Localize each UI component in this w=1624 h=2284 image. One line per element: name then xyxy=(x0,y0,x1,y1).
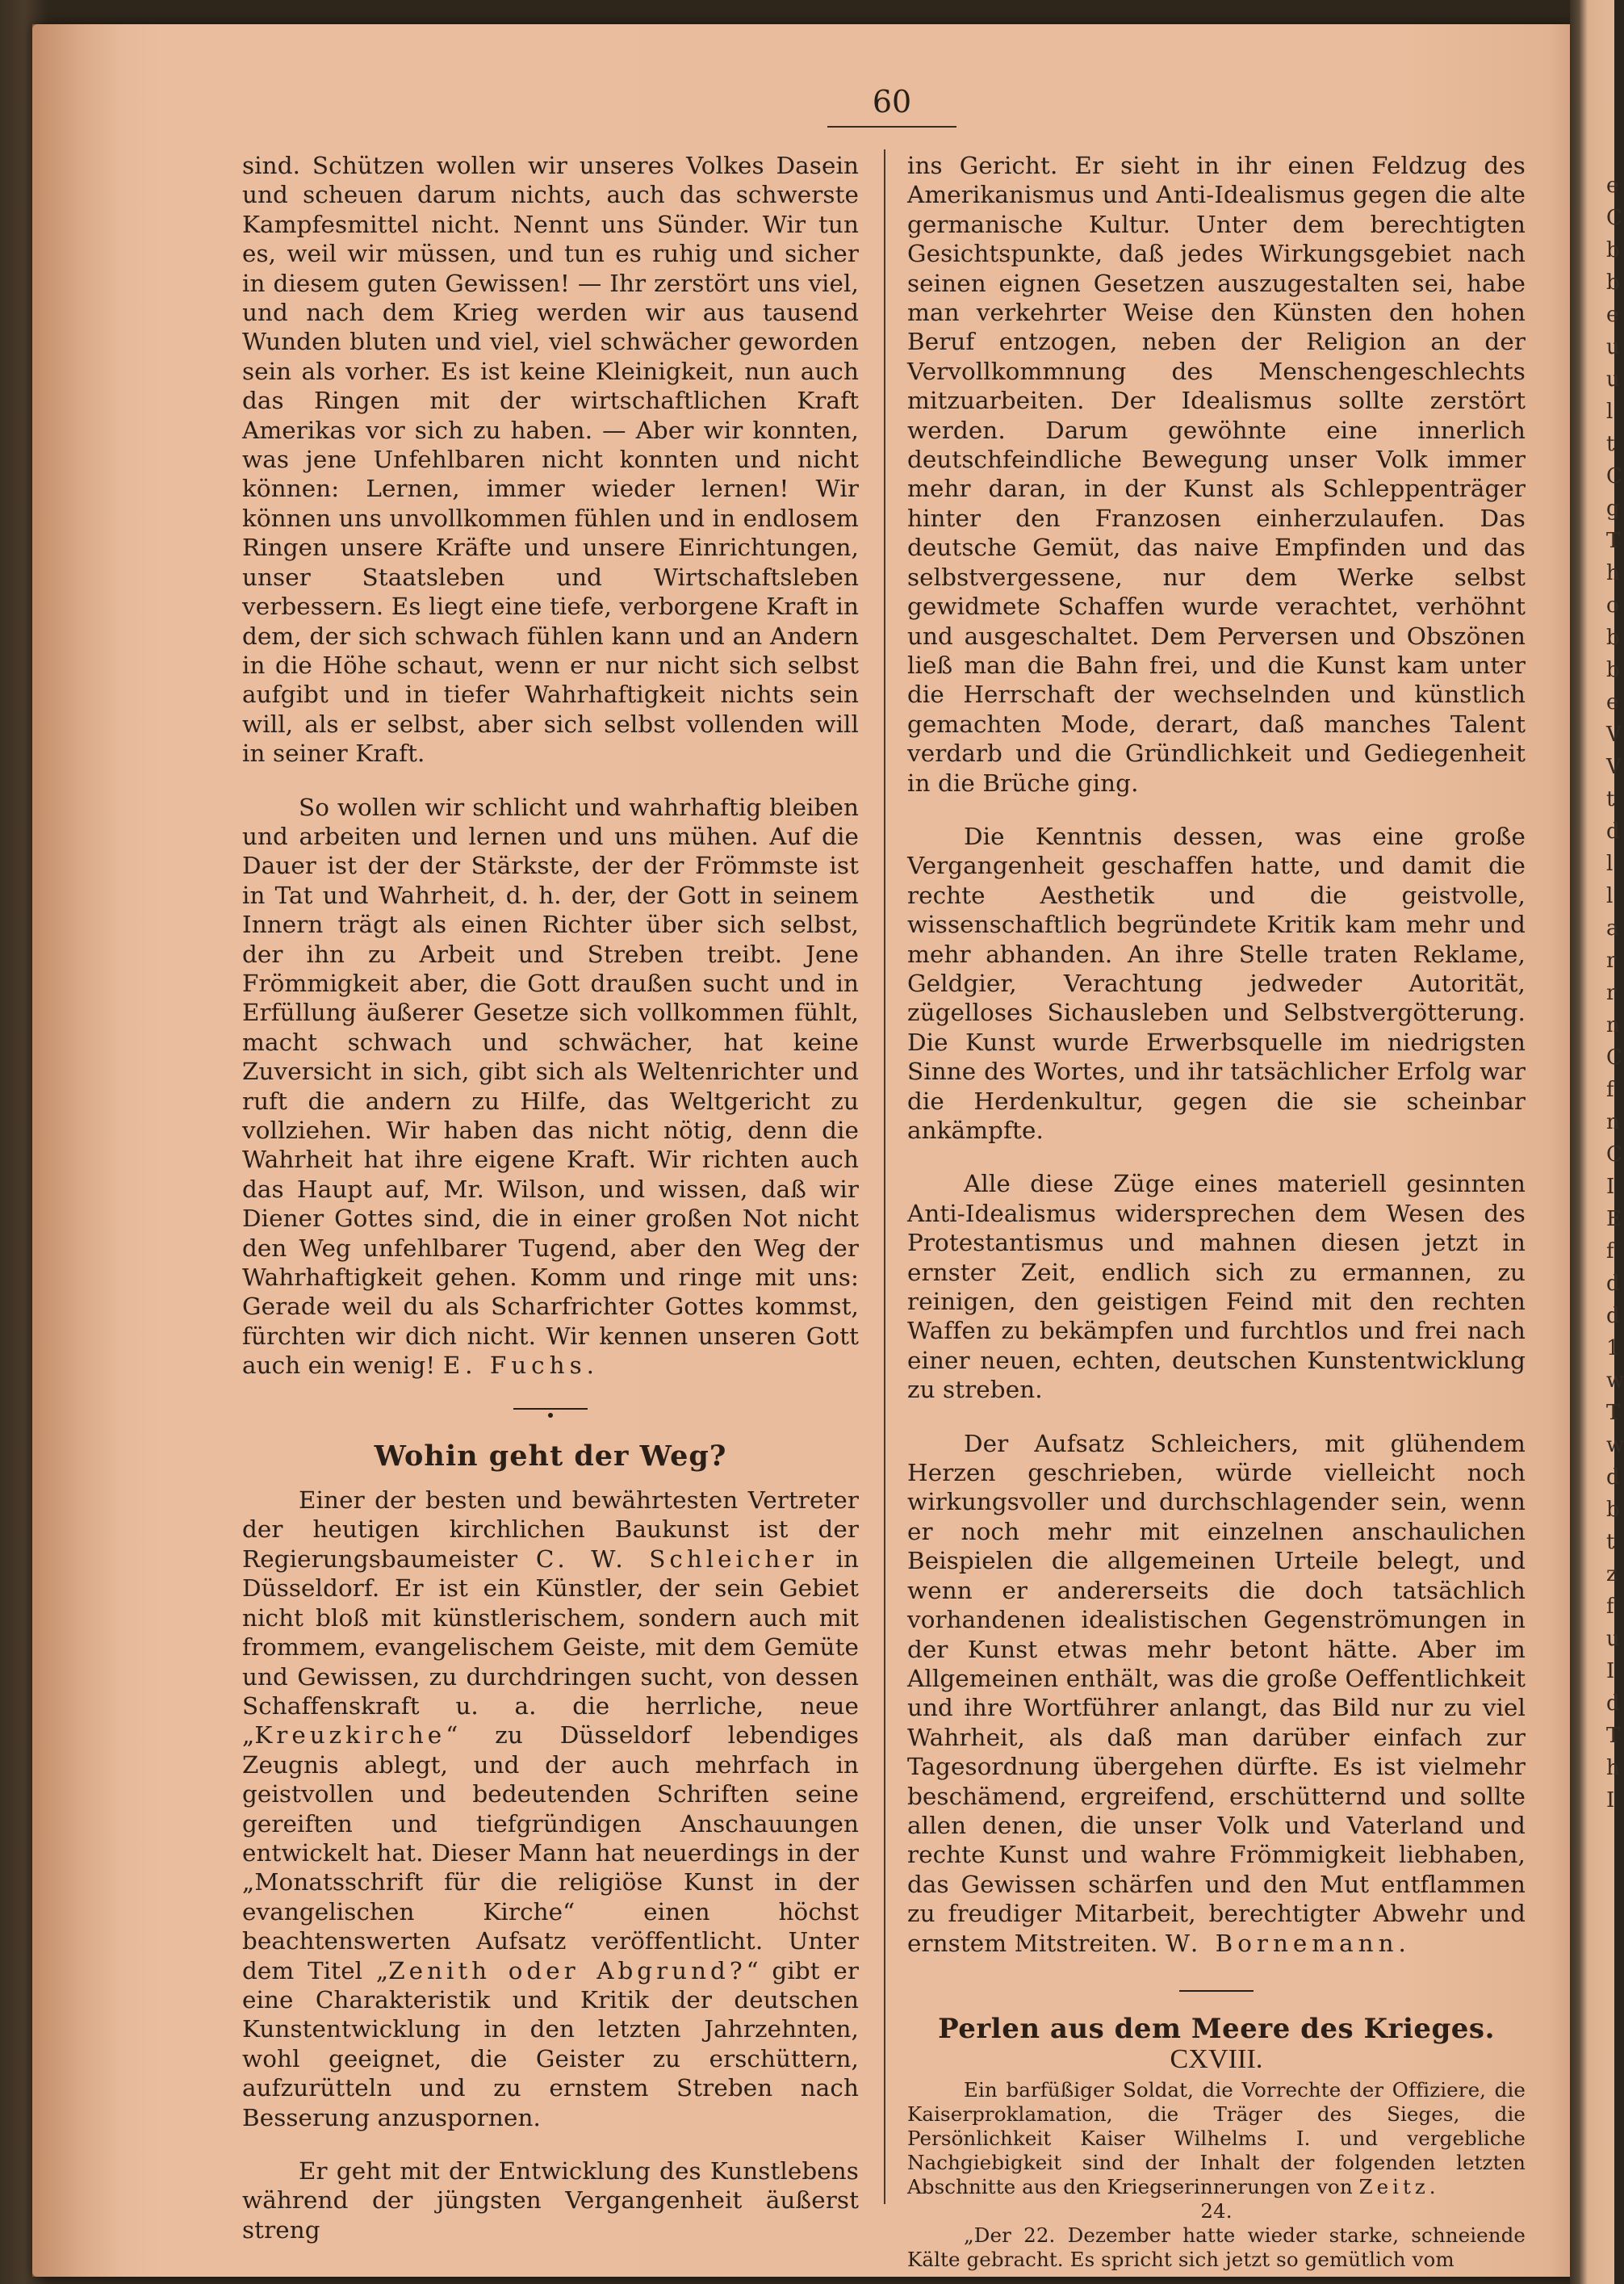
next-page-letter: u xyxy=(1606,367,1620,392)
author-zeitz: Zeitz. xyxy=(1358,2174,1440,2198)
next-page-letter: I xyxy=(1606,1788,1615,1813)
left-paragraph-4: Er geht mit der Entwicklung des Kunstlebens während der jüngsten Vergangenheit äußerst streng xyxy=(242,2157,859,2244)
next-page-letter: C xyxy=(1606,1142,1622,1167)
next-page-letter: T xyxy=(1606,529,1621,553)
next-page-letter: b xyxy=(1606,658,1620,682)
left-paragraph-2 xyxy=(242,793,859,1381)
left-paragraph-3-b: in Düsseldorf. Er ist ein Künstler, der sein Gebiet nicht bloß mit künstlerischem, sondern auch mit frommem, evangelischem Geiste, mit dem Gemüte und Gewissen, zu durchdringen sucht, von dessen Schaffenskraft u. a. die herrliche, neue „ xyxy=(242,1544,859,1750)
right-paragraph-1: ins Gericht. Er sieht in ihr einen Feldzug des Amerikanismus und Anti-Idealismus gegen die alte germanische Kultur. Unter dem berechtigten Gesichtspunkte, daß jedes Wirkungsgebiet nach seinen eignen Gesetzen auszugestalten sei, habe man verkehrter Weise den Künsten den hohen Beruf entzogen, neben der Religion an der Vervollkommnung des Menschengeschlechts mitzuarbeiten. Der Idealismus sollte zerstört werden. Darum gewöhnte eine innerlich deutschfeindliche Bewegung unser Volk immer mehr daran, in der Kunst als Schleppenträger hinter den Franzosen einherzulaufen. Das deutsche Gemüt, das naive Empfinden und das selbstvergessene, nur dem Werke selbst gewidmete Schaffen wurde verachtet, verhöhnt und ausgeschaltet. Dem Perversen und Obszönen ließ man die Bahn frei, und die Kunst kam unter die Herrschaft der wechselnden und künstlich gemachten Mode, derart, daß manches Talent verdarb und die Gründlichkeit und Gediegenheit in die Brüche ging. xyxy=(907,152,1526,797)
next-page-letter: o xyxy=(1606,593,1619,618)
section-rule-2 xyxy=(907,1990,1526,1992)
next-page-letter: I xyxy=(1606,1175,1615,1199)
left-paragraph-3-a: Einer der besten und bewährtesten Vertreter der heutigen kirchlichen Baukunst ist der Regierungsbaumeister xyxy=(242,1486,859,1573)
left-column xyxy=(242,151,859,2244)
essay-title: Zenith oder Abgrund? xyxy=(388,1956,747,1984)
right-paragraph-3: Alle diese Züge eines materiell gesinnten Anti-Idealismus widersprechen dem Wesen des Protestantismus und mahnen diesen jetzt in ernster Zeit, endlich sich zu ermannen, zu reinigen, den geistigen Feind mit den rechten Waffen zu bekämpfen und furchtlos und frei nach einer neuen, echten, deutschen Kunstentwicklung zu streben. xyxy=(907,1170,1526,1404)
short-rule xyxy=(1179,1990,1254,1992)
next-page-letter: h xyxy=(1606,1756,1620,1780)
next-page-letter: u xyxy=(1606,335,1620,359)
church-name: Kreuzkirche xyxy=(254,1721,446,1750)
next-page-letter: 1 xyxy=(1606,1336,1620,1360)
next-page-letter: e xyxy=(1606,174,1619,198)
next-page-letter: g xyxy=(1606,497,1620,521)
next-page-letter: r xyxy=(1606,949,1617,973)
next-page-letter: C xyxy=(1606,206,1622,230)
next-page-letter: z xyxy=(1606,1562,1618,1586)
perlen-intro-text: Ein barfüßiger Soldat, die Vorrechte der Offiziere, die Kaiserproklamation, die Träger des Sieges, die Persönlichkeit Kaiser Wilhelms I. und vergebliche Nachgiebigkeit sind der Inhalt der folgenden letzten Abschnitte aus den Kriegserinnerungen von xyxy=(907,2077,1526,2198)
next-page-letter: a xyxy=(1606,916,1619,941)
next-page-letter: r xyxy=(1606,981,1617,1005)
next-page-letter: V xyxy=(1606,723,1622,747)
next-page-letters xyxy=(1606,170,1624,2188)
right-paragraph-2: Die Kenntnis dessen, was eine große Vergangenheit geschaffen hatte, und damit die rechte Aesthetik und die geistvolle, wissenschaftlich begründete Kritik kam mehr und mehr abhanden. An ihre Stelle traten Reklame, Geldgier, Verachtung jedweder Autorität, zügelloses Sichausleben und Selbstvergötterung. Die Kunst wurde Erwerbsquelle im niedrigsten Sinne des Wortes, und ihr tatsächlicher Erfolg war die Herdenkultur, gegen die sie scheinbar ankämpfte. xyxy=(907,822,1526,1144)
left-paragraph-1: sind. Schützen wollen wir unseres Volkes Dasein und scheuen darum nichts, auch das schwerste Kampfesmittel nicht. Nennt uns Sünder. Wir tun es, weil wir müssen, und tun es ruhig und sicher in diesem guten Gewissen! — Ihr zerstört uns viel, und nach dem Krieg werden wir aus tausend Wunden bluten und viel, viel schwächer geworden sein als vorher. Es ist keine Kleinigkeit, nun auch das Ringen mit der wirtschaftlichen Kraft Amerikas vor sich zu haben. — Aber wir konnten, was jene Unfehlbaren nicht konnten und nicht können: Lernen, immer wieder lernen! Wir können uns unvollkommen fühlen und in endlosem Ringen unsere Kräfte und unsere Einrichtungen, unser Staatsleben und Wirtschaftsleben verbessern. Es liegt eine tiefe, verborgene Kraft in dem, der sich schwach fühlen kann und an Andern in die Höhe schaut, wenn er nur nicht sich selbst aufgibt und in tiefer Wahrhaftigkeit nichts sein will, als er selbst, aber sich selbst vollenden will in seiner Kraft. xyxy=(242,152,859,768)
next-page-letter: d xyxy=(1606,1304,1620,1328)
next-page-letter: b xyxy=(1606,626,1620,650)
next-page-letter: d xyxy=(1606,819,1620,844)
binding-shadow xyxy=(32,24,121,2277)
next-page-letter: l xyxy=(1606,852,1614,876)
section-rule-1 xyxy=(242,1408,859,1418)
left-paragraph-3-c: “ zu Düsseldorf lebendiges Zeugnis ablegt, und der auch mehrfach in geistvollen und bedeutenden Schriften seine gereiften und tiefgründigen Anschauungen entwickelt hat. Dieser Mann hat neuerdings in der „Monatsschrift für die religiöse Kunst in der evangelischen Kirche“ einen höchst beachtenswerten Aufsatz veröffentlicht. Unter dem Titel „ xyxy=(242,1721,859,1984)
next-page-letter: d xyxy=(1606,1691,1620,1716)
next-page-letter: b xyxy=(1606,1498,1620,1522)
name-schleicher: C. W. Schleicher xyxy=(535,1544,818,1573)
rule-dot xyxy=(548,1413,553,1418)
next-page-letter: d xyxy=(1606,1272,1620,1296)
next-page-letter: t xyxy=(1606,787,1615,811)
signature-bornemann: W. Bornemann. xyxy=(1165,1929,1411,1957)
next-page-letter: f xyxy=(1606,1595,1614,1619)
next-page-letter: T xyxy=(1606,1401,1621,1425)
next-page-letter: h xyxy=(1606,561,1620,585)
perlen-quote: „Der 22. Dezember hatte wieder starke, schneiende Kälte gebracht. Es spricht sich jetzt so gemütlich vom xyxy=(907,2223,1526,2271)
next-page-letter: d xyxy=(1606,1465,1620,1490)
next-page-letter: w xyxy=(1606,1433,1624,1457)
next-page-letter: b xyxy=(1606,238,1620,262)
section-number: 24. xyxy=(1200,2198,1233,2223)
next-page-letter: f xyxy=(1606,1239,1614,1264)
right-paragraph-4 xyxy=(907,1429,1526,1958)
next-page-letter: n xyxy=(1606,1110,1620,1134)
next-page-letter: E xyxy=(1606,1207,1622,1231)
next-page-letter: f xyxy=(1606,1078,1614,1102)
next-page-letter: w xyxy=(1606,1368,1624,1393)
next-page-letter: b xyxy=(1606,270,1620,295)
left-paragraph-2-text: So wollen wir schlicht und wahrhaftig bleiben und arbeiten und lernen und uns mühen. Auf die Dauer ist der der Stärkste, der der Frömmste ist in Tat und Wahrheit, d. h. der, der Gott in seinem Innern trägt als einen Richter über sich selbst, der ihn zu Arbeit und Streben treibt. Jene Frömmigkeit aber, die Gott draußen sucht und in Erfüllung äußerer Gesetze sich vollkommen fühlt, macht schwach und schwächer, hat keine Zuversicht in sich, gibt sich als Weltenrichter und ruft die andern zu Hilfe, das Weltgericht zu vollziehen. Wir haben das nicht nötig, denn die Wahrheit hat ihre eigene Kraft. Wir richten auch das Haupt auf, Mr. Wilson, und wissen, daß wir Diener Gottes sind, die in einer großen Not nicht den Weg unfehlbarer Tugend, aber den Weg der Wahrhaftigkeit gehen. Komm und ringe mit uns: Gerade weil du als Scharfrichter Gottes kommst, fürchten wir dich nicht. Wir kennen unseren Gott auch ein wenig! xyxy=(242,793,859,1380)
left-paragraph-3 xyxy=(242,1486,859,2132)
next-page-letter: V xyxy=(1606,755,1622,779)
perlen-intro xyxy=(907,2078,1526,2199)
next-page-letter: C xyxy=(1606,464,1622,488)
next-page-letter: n xyxy=(1606,1013,1620,1037)
page-number: 60 xyxy=(872,84,912,119)
next-page-letter: T xyxy=(1606,1724,1621,1748)
next-page-letter: l xyxy=(1606,884,1614,908)
next-page-letter: t xyxy=(1606,432,1615,456)
next-page-letter: C xyxy=(1606,1046,1622,1070)
right-paragraph-4-text: Der Aufsatz Schleichers, mit glühendem Herzen geschrieben, würde vielleicht noch wirkungsvoller und durchschlagender sein, wenn er noch mehr mit einzelnen anschaulichen Beispielen die allgemeinen Urteile belegt, und wenn er andererseits die doch tatsächlich vorhandenen idealistischen Gegenströmungen in der Kunst etwas mehr betont hätte. Aber im Allgemeinen enthält, was die große Oeffentlichkeit und ihre Wortführer anlangt, das Bild nur zu viel Wahrheit, als daß man darüber einfach zur Tagesordnung übergehen dürfte. Es ist vielmehr beschämend, ergreifend, erschütternd und sollte allen denen, die unser Volk und Vaterland und rechte Kunst und wahre Frömmigkeit liebhaben, das Gewissen schärfen und den Mut entflammen zu freudiger Mitarbeit, berechtigter Abwehr und ernstem Mitstreiten. xyxy=(907,1429,1526,1957)
next-page-letter: e xyxy=(1606,303,1619,327)
next-page-letter: l xyxy=(1606,400,1614,424)
next-page-letter: I xyxy=(1606,1659,1615,1683)
right-column xyxy=(907,151,1526,2272)
column-divider xyxy=(884,149,885,2204)
page-number-rule xyxy=(827,126,956,128)
heading-perlen: Perlen aus dem Meere des Krieges. xyxy=(938,2012,1495,2045)
next-page-letter: e xyxy=(1606,690,1619,715)
left-paragraph-3-d: “ gibt er eine Charakteristik und Kritik der deutschen Kunstentwicklung in den letzten Jahrzehnten, wohl geeignet, die Geister zu erschüttern, aufzurütteln und zu ernstem Streben nach Besserung anzuspornen. xyxy=(242,1956,859,2131)
signature-fuchs: E. Fuchs. xyxy=(442,1352,599,1380)
short-rule xyxy=(513,1408,588,1410)
next-page-letter: u xyxy=(1606,1627,1620,1651)
heading-wohin: Wohin geht der Weg? xyxy=(374,1439,727,1473)
installment-number: CXVIII. xyxy=(1170,2044,1263,2075)
next-page-letter: t xyxy=(1606,1530,1615,1554)
